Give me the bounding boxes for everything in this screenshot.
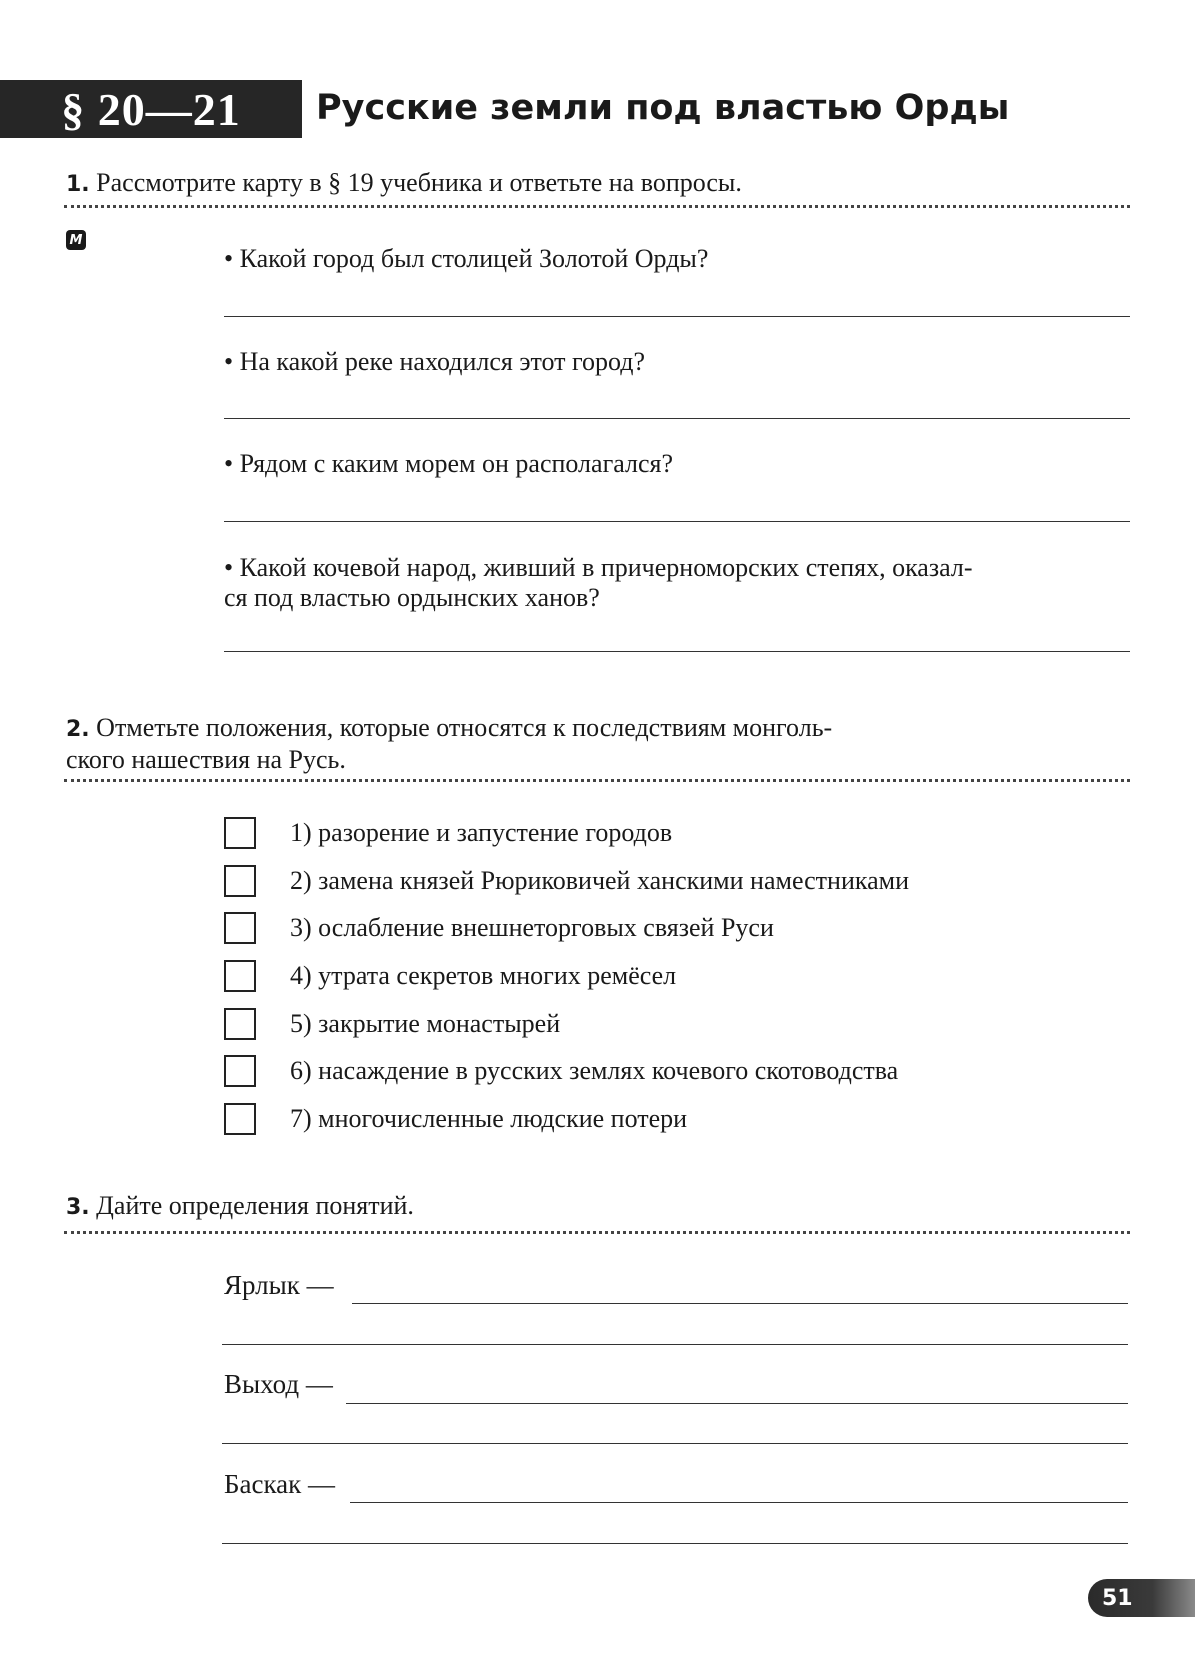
term-vykhod: Выход — <box>224 1369 333 1399</box>
task-1-heading <box>66 168 742 200</box>
checkbox-6[interactable] <box>224 1055 256 1087</box>
task-2-heading: 2. Отметьте положения, которые относятся к последствиям монголь- ского нашествия на Русь. <box>66 713 833 774</box>
question-3: • Рядом с каким морем он располагался? <box>224 449 674 478</box>
task-2-divider <box>64 779 1130 782</box>
checkbox-2[interactable] <box>224 865 256 897</box>
section-number-band <box>0 80 302 138</box>
definition-line-yarlyk-2[interactable] <box>222 1344 1128 1345</box>
task-1-text: Рассмотрите карту в § 19 учебника и ответьте на вопросы. <box>96 168 742 197</box>
task-2-number: 2. <box>66 717 90 742</box>
section-number: § 20—21 <box>61 83 241 135</box>
map-marker-icon: M <box>66 230 86 250</box>
definition-line-vykhod-2[interactable] <box>222 1443 1128 1444</box>
term-baskak: Баскак — <box>224 1469 336 1499</box>
definition-line-baskak-2[interactable] <box>222 1543 1128 1544</box>
option-3: 3) ослабление внешнеторговых связей Руси <box>290 913 774 942</box>
option-7: 7) многочисленные людские потери <box>290 1104 688 1133</box>
task-3-divider <box>64 1231 1130 1234</box>
question-1: • Какой город был столицей Золотой Орды? <box>224 244 709 273</box>
definition-line-vykhod-1[interactable] <box>346 1403 1128 1404</box>
option-1: 1) разорение и запустение городов <box>290 818 673 847</box>
option-4: 4) утрата секретов многих ремёсел <box>290 961 677 990</box>
answer-line-2[interactable] <box>224 418 1130 419</box>
checkbox-5[interactable] <box>224 1008 256 1040</box>
checkbox-7[interactable] <box>224 1103 256 1135</box>
term-yarlyk: Ярлык — <box>224 1270 334 1300</box>
question-2: • На какой реке находился этот город? <box>224 347 646 376</box>
answer-line-3[interactable] <box>224 521 1130 522</box>
checkbox-3[interactable] <box>224 912 256 944</box>
page-title: Русские земли под властью Орды <box>316 88 1010 128</box>
option-2: 2) замена князей Рюриковичей ханскими наместниками <box>290 866 910 895</box>
checkbox-1[interactable] <box>224 817 256 849</box>
answer-line-1[interactable] <box>224 316 1130 317</box>
question-4: • Какой кочевой народ, живший в причерноморских степях, оказал- ся под властью ордынских ханов? <box>224 553 973 612</box>
answer-line-4[interactable] <box>224 651 1130 652</box>
task-1-number: 1. <box>66 172 90 197</box>
page-number: 51 <box>1088 1579 1195 1617</box>
task-3-number: 3. <box>66 1195 90 1220</box>
option-5: 5) закрытие монастырей <box>290 1009 561 1038</box>
option-6: 6) насаждение в русских землях кочевого скотоводства <box>290 1056 899 1085</box>
task-3-text: Дайте определения понятий. <box>96 1191 414 1220</box>
definition-line-baskak-1[interactable] <box>350 1502 1128 1503</box>
definition-line-yarlyk-1[interactable] <box>352 1303 1128 1304</box>
task-3-heading <box>66 1191 414 1223</box>
task-1-divider <box>64 205 1130 208</box>
checkbox-4[interactable] <box>224 960 256 992</box>
